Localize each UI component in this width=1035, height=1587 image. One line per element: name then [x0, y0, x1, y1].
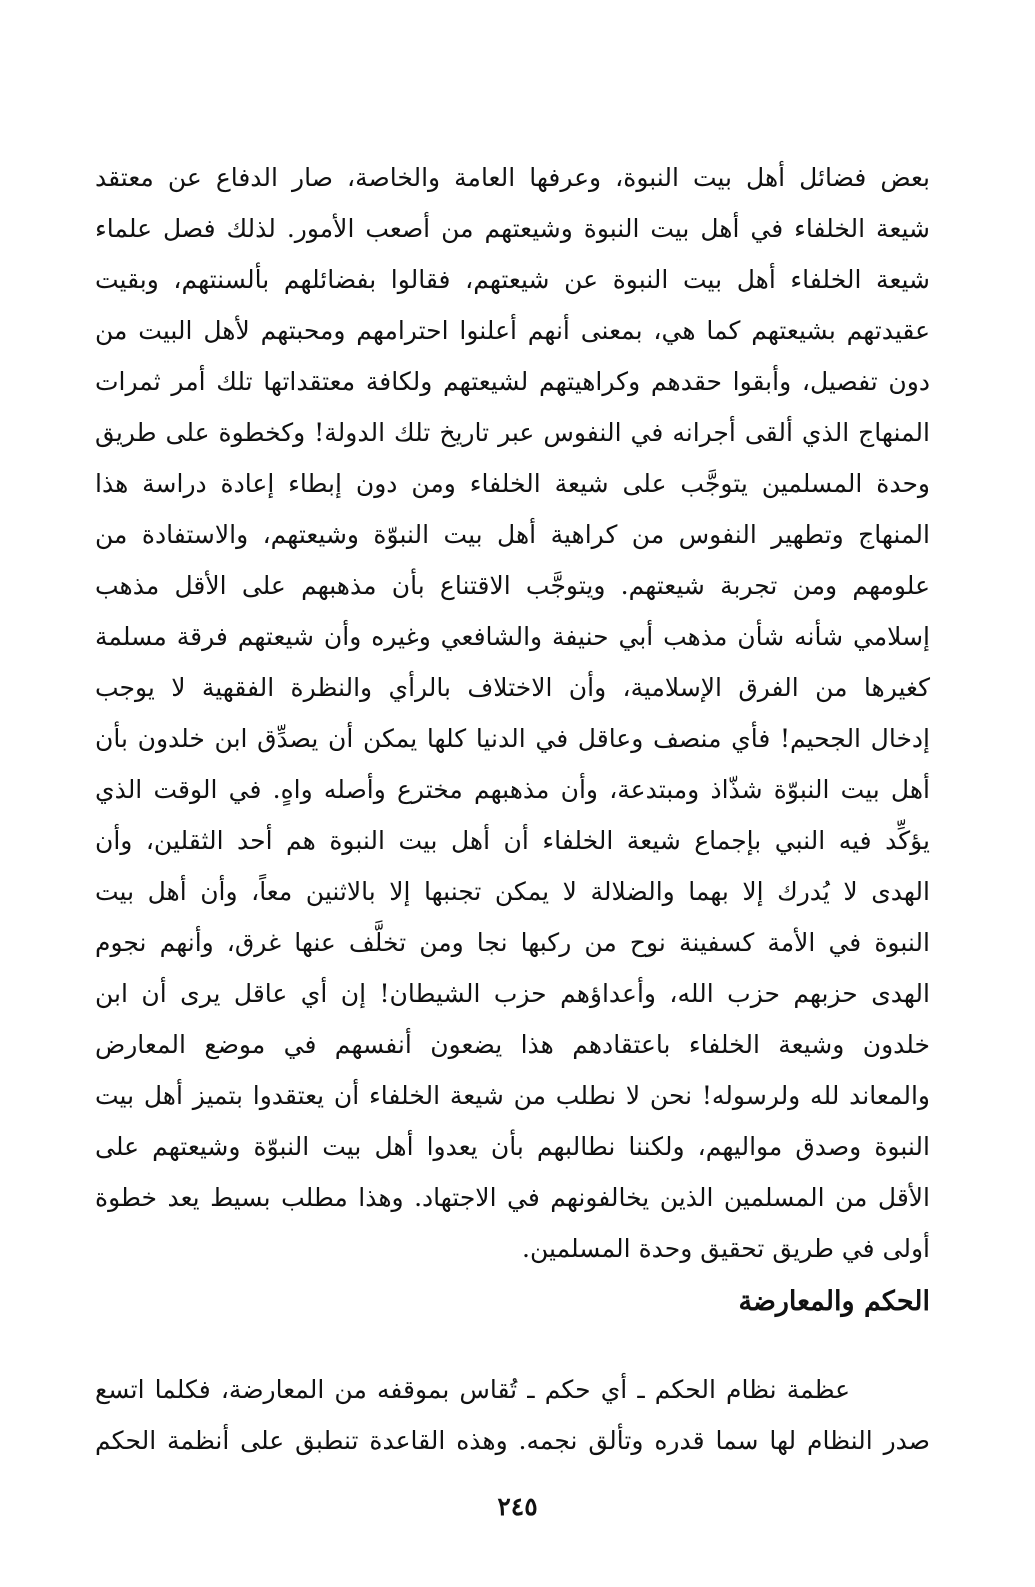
text-line: عقيدتهم بشيعتهم كما هي، بمعنى أنهم أعلنوا احترامهم ومحبتهم لأهل البيت من	[95, 316, 930, 345]
text-line: الأقل من المسلمين الذين يخالفونهم في الاجتهاد. وهذا مطلب بسيط يعد خطوة	[95, 1183, 930, 1212]
text-line: والمعاند لله ولرسوله! نحن لا نطلب من شيعة الخلفاء أن يعتقدوا بتميز أهل بيت	[95, 1081, 930, 1110]
text-line: خلدون وشيعة الخلفاء باعتقادهم هذا يضعون أنفسهم في موضع المعارض	[95, 1030, 930, 1059]
text-line: أولى في طريق تحقيق وحدة المسلمين.	[522, 1234, 930, 1263]
text-line: شيعة الخلفاء في أهل بيت النبوة وشيعتهم من أصعب الأمور. لذلك فصل علماء	[95, 214, 930, 243]
text-line: بعض فضائل أهل بيت النبوة، وعرفها العامة والخاصة، صار الدفاع عن معتقد	[95, 163, 930, 192]
text-line: وحدة المسلمين يتوجَّب على شيعة الخلفاء ومن دون إبطاء إعادة دراسة هذا	[95, 469, 930, 498]
text-line: كغيرها من الفرق الإسلامية، وأن الاختلاف بالرأي والنظرة الفقهية لا يوجب	[95, 673, 930, 702]
text-line: إدخال الجحيم! فأي منصف وعاقل في الدنيا كلها يمكن أن يصدِّق ابن خلدون بأن	[95, 724, 930, 753]
text-line: صدر النظام لها سما قدره وتألق نجمه. وهذه القاعدة تنطبق على أنظمة الحكم	[95, 1426, 930, 1455]
text-line: إسلامي شأنه شأن مذهب أبي حنيفة والشافعي وغيره وأن شيعتهم فرقة مسلمة	[95, 622, 930, 651]
section-heading: الحكم والمعارضة	[738, 1286, 930, 1317]
text-line: الهدى لا يُدرك إلا بهما والضلالة لا يمكن تجنبها إلا بالاثنين معاً، وأن أهل بيت	[95, 877, 930, 906]
page-number: ٢٤٥	[497, 1492, 538, 1521]
text-line: المنهاج الذي ألقى أجرانه في النفوس عبر تاريخ تلك الدولة! وكخطوة على طريق	[95, 418, 930, 447]
text-line: عظمة نظام الحكم ـ أي حكم ـ تُقاس بموقفه من المعارضة، فكلما اتسع	[95, 1375, 850, 1404]
text-line: النبوة في الأمة كسفينة نوح من ركبها نجا ومن تخلَّف عنها غرق، وأنهم نجوم	[95, 928, 930, 957]
section-text-block	[95, 1364, 930, 1466]
text-line: الهدى حزبهم حزب الله، وأعداؤهم حزب الشيطان! إن أي عاقل يرى أن ابن	[95, 979, 930, 1008]
text-line: علومهم ومن تجربة شيعتهم. ويتوجَّب الاقتناع بأن مذهبهم على الأقل مذهب	[95, 571, 930, 600]
text-line: دون تفصيل، وأبقوا حقدهم وكراهيتهم لشيعتهم ولكافة معتقداتها تلك أمر ثمرات	[95, 367, 930, 396]
text-line: يؤكِّد فيه النبي بإجماع شيعة الخلفاء أن أهل بيت النبوة هم أحد الثقلين، وأن	[95, 826, 930, 855]
text-line: المنهاج وتطهير النفوس من كراهية أهل بيت النبوّة وشيعتهم، والاستفادة من	[95, 520, 930, 549]
text-line: النبوة وصدق مواليهم، ولكننا نطالبهم بأن يعدوا أهل بيت النبوّة وشيعتهم على	[95, 1132, 930, 1161]
main-text-block	[95, 152, 930, 1274]
text-line: شيعة الخلفاء أهل بيت النبوة عن شيعتهم، فقالوا بفضائلهم بألسنتهم، وبقيت	[95, 265, 930, 294]
text-line: أهل بيت النبوّة شذّاذ ومبتدعة، وأن مذهبهم مخترع وأصله واهٍ. في الوقت الذي	[95, 775, 930, 804]
